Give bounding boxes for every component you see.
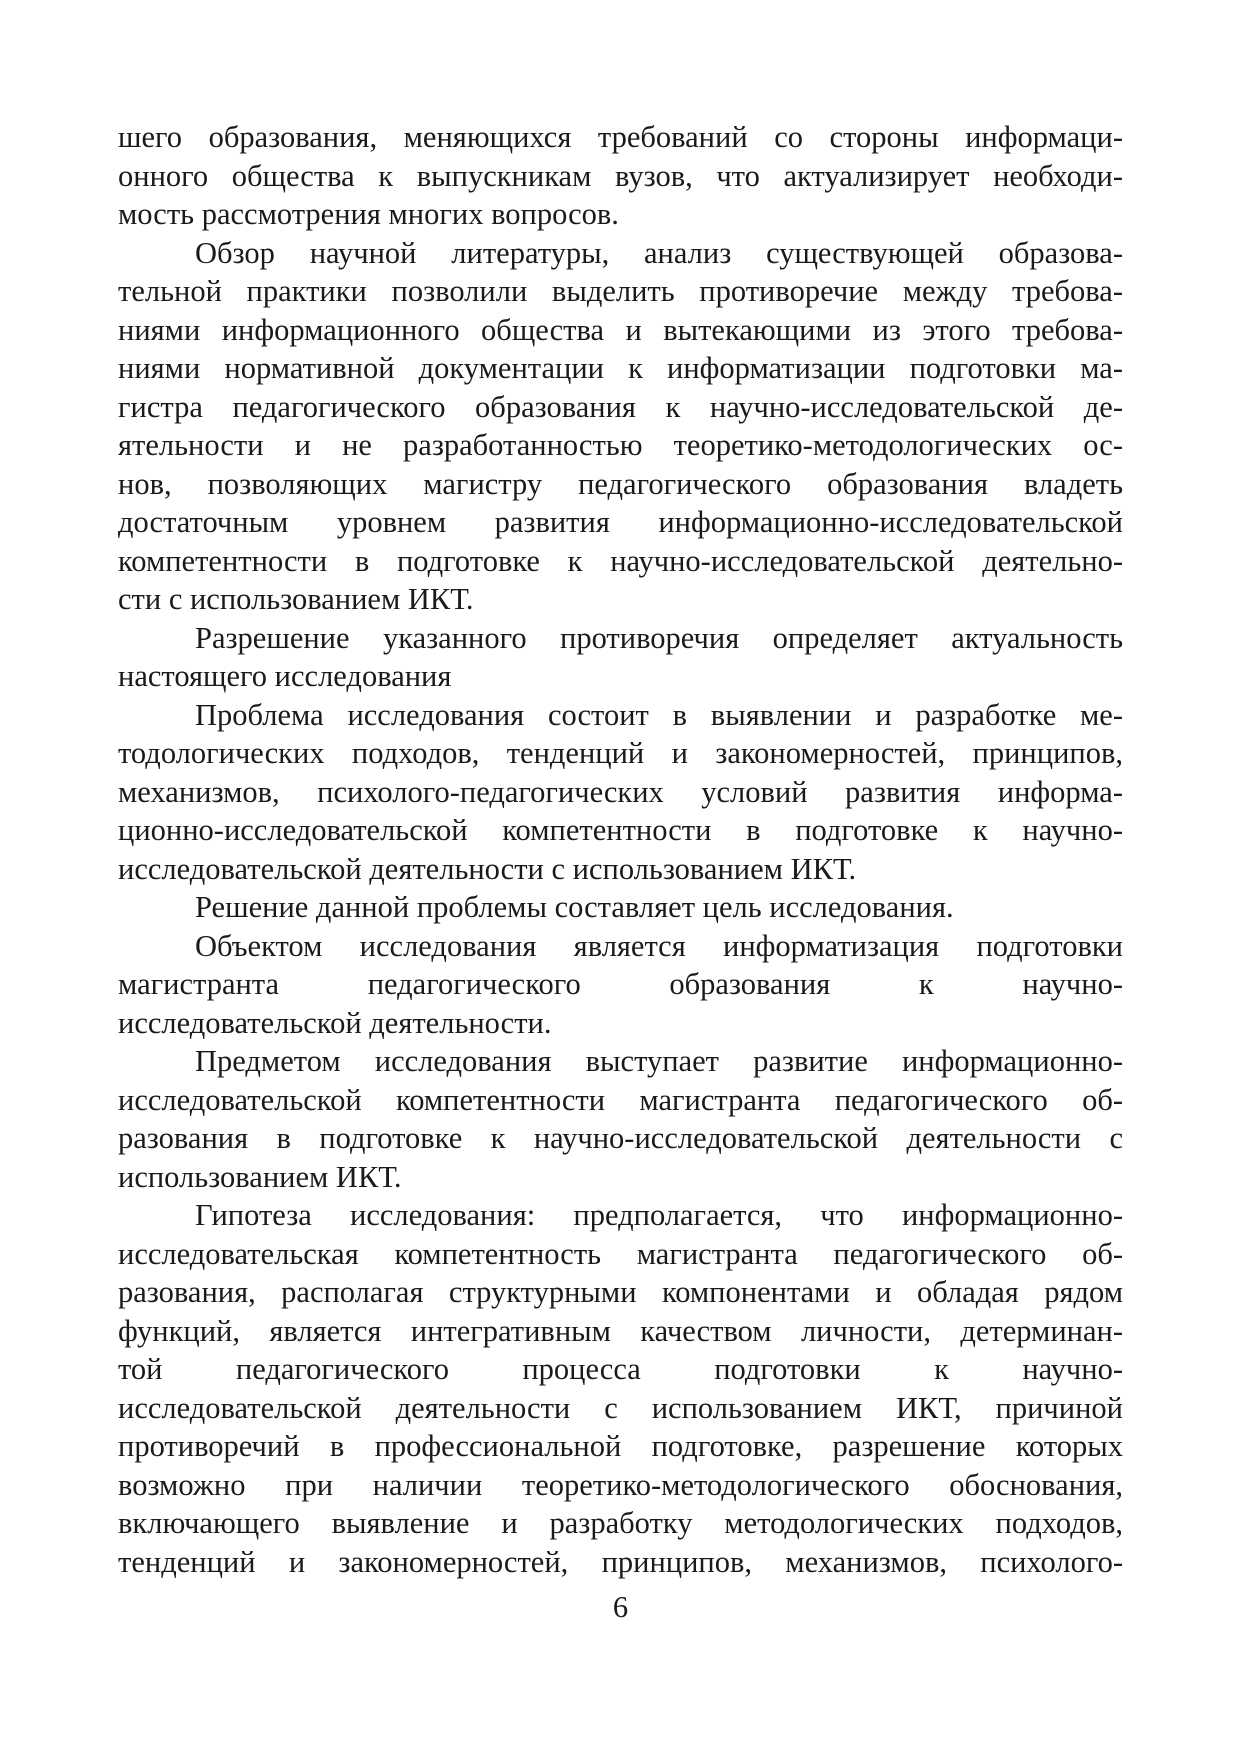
text-line: Объектом исследования является информатизация подготовки [195, 928, 1123, 963]
text-line: Разрешение указанного противоречия определяет актуальность [195, 620, 1123, 655]
text-line: противоречий в профессиональной подготовке, разрешение которых [118, 1429, 1123, 1463]
text-line: тодологических подходов, тенденций и закономерностей, принципов, [118, 736, 1123, 770]
text-line: гистра педагогического образования к научно-исследовательской де- [118, 389, 1123, 424]
text-line: ниями нормативной документации к информатизации подготовки ма- [118, 351, 1123, 385]
text-line: тельной практики позволили выделить противоречие между требова- [118, 274, 1123, 308]
paragraph [118, 696, 1123, 889]
text-line: включающего выявление и разработку методологических подходов, [118, 1506, 1123, 1540]
text-line: Гипотеза исследования: предполагается, что информационно- [195, 1198, 1123, 1232]
text-line: возможно при наличии теоретико-методологического обоснования, [118, 1467, 1123, 1502]
text-line: мость рассмотрения многих вопросов. [118, 197, 619, 231]
text-line: исследовательской компетентности магистранта педагогического об- [118, 1082, 1123, 1117]
text-line: той педагогического процесса подготовки к научно- [118, 1352, 1123, 1386]
text-line: достаточным уровнем развития информационно-исследовательской [118, 505, 1123, 539]
text-line: магистранта педагогического образования к научно- [118, 967, 1123, 1001]
text-line: тенденций и закономерностей, принципов, механизмов, психолого- [118, 1544, 1123, 1579]
paragraph [118, 1042, 1123, 1196]
text-line: настоящего исследования [118, 659, 452, 693]
text-line: функций, является интегративным качеством личности, детерминан- [118, 1313, 1123, 1348]
paragraph [118, 234, 1123, 619]
text-line: компетентности в подготовке к научно-исследовательской деятельно- [118, 543, 1123, 578]
page-body [118, 118, 1123, 1581]
text-line: шего образования, меняющихся требований со стороны информаци- [118, 120, 1123, 154]
text-line: разования в подготовке к научно-исследовательской деятельности с [118, 1121, 1123, 1155]
text-line: онного общества к выпускникам вузов, что актуализирует необходи- [118, 158, 1123, 193]
paragraph [118, 927, 1123, 1043]
text-line: ятельности и не разработанностью теоретико-методологических ос- [118, 428, 1123, 462]
paragraph [118, 118, 1123, 234]
text-line: ционно-исследовательской компетентности в подготовке к научно- [118, 813, 1123, 847]
paragraph [118, 1196, 1123, 1581]
text-line: использованием ИКТ. [118, 1159, 402, 1194]
text-line: сти с использованием ИКТ. [118, 582, 474, 616]
text-line: Решение данной проблемы составляет цель исследования. [195, 890, 954, 924]
text-line: Проблема исследования состоит в выявлении и разработке ме- [195, 697, 1123, 732]
text-line: нов, позволяющих магистру педагогического образования владеть [118, 466, 1123, 501]
text-line: механизмов, психолого-педагогических условий развития информа- [118, 774, 1123, 809]
text-line: исследовательская компетентность магистранта педагогического об- [118, 1236, 1123, 1271]
text-line: ниями информационного общества и вытекающими из этого требова- [118, 312, 1123, 347]
text-line: исследовательской деятельности с использованием ИКТ, причиной [118, 1390, 1123, 1425]
text-line: Обзор научной литературы, анализ существующей образова- [195, 235, 1123, 270]
paragraph [118, 888, 1123, 927]
text-line: исследовательской деятельности с использованием ИКТ. [118, 851, 857, 886]
paragraph [118, 619, 1123, 696]
page-number: 6 [612, 1590, 629, 1624]
text-line: разования, располагая структурными компонентами и обладая рядом [118, 1275, 1123, 1309]
text-line: исследовательской деятельности. [118, 1005, 552, 1040]
text-line: Предметом исследования выступает развитие информационно- [195, 1044, 1123, 1078]
